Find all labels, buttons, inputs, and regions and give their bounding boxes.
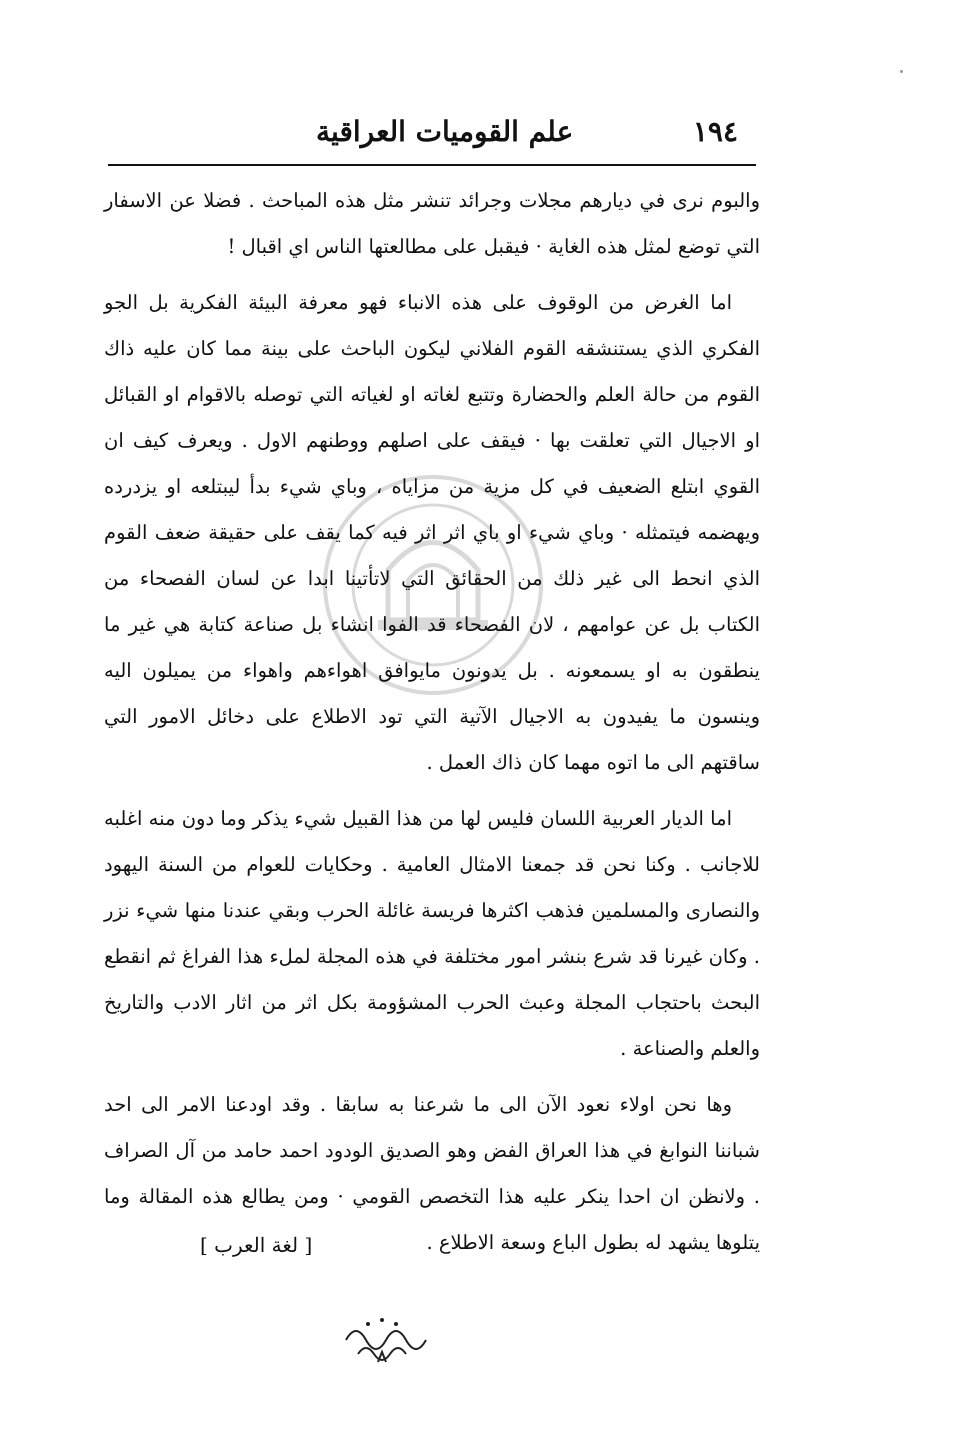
handwritten-stamp-mark <box>338 1310 438 1370</box>
scan-speck <box>900 70 903 73</box>
body-text <box>104 178 760 1276</box>
source-citation: [ لغة العرب ] <box>200 1233 313 1257</box>
running-title: علم القوميات العراقية <box>316 115 574 148</box>
paragraph-2: اما الغرض من الوقوف على هذه الانباء فهو معرفة البيئة الفكرية بل الجو الفكري الذي يستنشقه القوم الفلاني ليكون الباحث على بينة مما كان عليه ذاك القوم من حالة العلم والحضارة وتتبع لغاته او لغياته التي توصله بالاقوام او القبائل او الاجيال التي تعلقت بها · فيقف على اصلهم ووطنهم الاول . ويعرف كيف ان القوي ابتلع الضعيف في كل مزية من مزاياه ، وباي شيء بدأ ليبتلعه او يزدرده ويهضمه فيتمثله · وباي شيء او باي اثر اثر فيه كما يقف على حقيقة ضعف القوم الذي انحط الى غير ذلك من الحقائق التي لاتأتينا ابدا عن لسان الفصحاء من الكتاب بل عن عوامهم ، لان الفصحاء قد الفوا انشاء بل صناعة كتابة هي غير ما ينطقون به او يسمعونه . بل يدونون مايوافق اهواءهم واهواء من يميلون اليه وينسون ما يفيدون به الاجيال الآتية التي تود الاطلاع على دخائل الامور التي ساقتهم الى ما اتوه مهما كان ذاك العمل . <box>104 291 760 774</box>
paragraph-4: وها نحن اولاء نعود الآن الى ما شرعنا به سابقا . وقد اودعنا الامر الى احد شباننا النوابغ في هذا العراق الفض وهو الصديق الودود احمد حامد من آل الصراف . ولانظن ان احدا ينكر عليه هذا التخصص القومي · ومن يطالع هذه المقالة وما يتلوها يشهد له بطول الباع وسعة الاطلاع . <box>104 1093 760 1254</box>
paragraph-1: والبوم نرى في ديارهم مجلات وجرائد تنشر مثل هذه المباحث . فضلا عن الاسفار التي توضع لمثل هذه الغاية · فيقبل على مطالعتها الناس اي اقبال ! <box>104 189 760 258</box>
page-number: ١٩٤ <box>692 115 738 148</box>
page-header <box>300 112 738 156</box>
header-rule <box>108 164 756 166</box>
paragraph-3: اما الديار العربية اللسان فليس لها من هذا القبيل شيء يذكر وما دون منه اغلبه للاجانب . وكنا نحن قد جمعنا الامثال العامية . وحكايات للعوام من السنة اليهود والنصارى والمسلمين فذهب اكثرها فريسة غائلة الحرب وبقي عندنا منها شيء نزر . وكان غيرنا قد شرع بنشر امور مختلفة في هذه المجلة لملء هذا الفراغ ثم انقطع البحث باحتجاب المجلة وعبث الحرب المشؤومة بكل اثر من اثار الادب والتاريخ والعلم والصناعة . <box>104 807 760 1060</box>
